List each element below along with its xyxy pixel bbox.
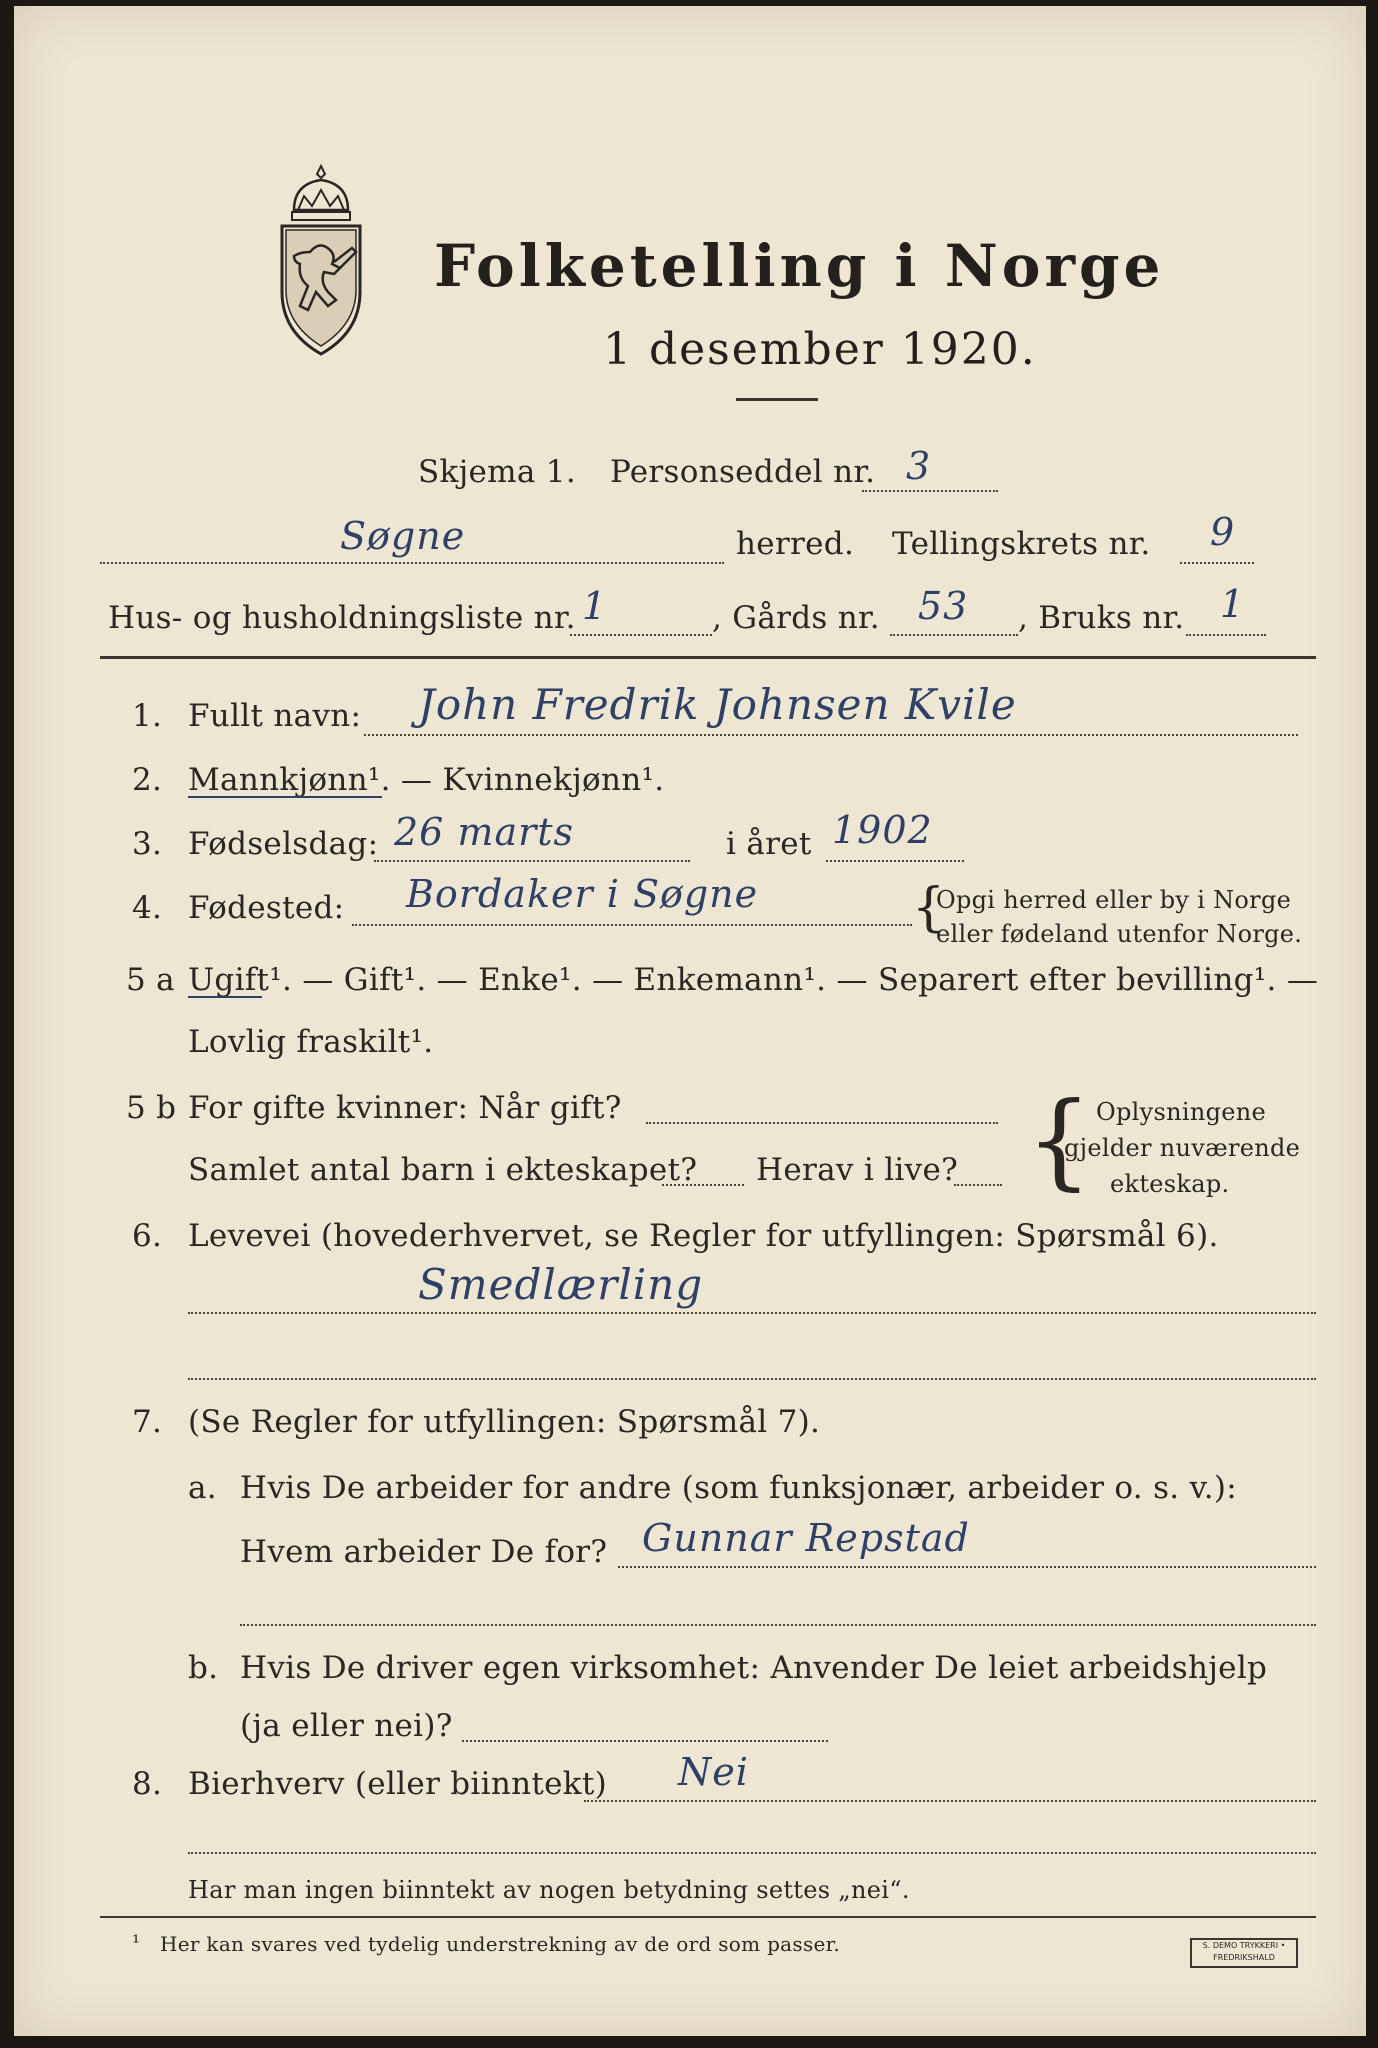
q7a-employer-line — [618, 1566, 1316, 1568]
q4-label: Fødested: — [188, 890, 345, 926]
q4-line — [352, 924, 912, 926]
q3-label: Fødselsdag: — [188, 826, 379, 862]
q2-gender-options: Mannkjønn¹. — Kvinnekjønn¹. — [188, 762, 665, 798]
q8-line — [584, 1800, 1316, 1802]
footer-note: Har man ingen biinntekt av nogen betydning settes „nei“. — [188, 1876, 910, 1904]
q3-year-line — [826, 860, 964, 862]
q1-number: 1. — [132, 698, 163, 734]
bruks-value[interactable]: 1 — [1220, 582, 1246, 626]
q6-number: 6. — [132, 1218, 163, 1254]
tellingskrets-label: Tellingskrets nr. — [892, 526, 1151, 562]
q4-birthplace[interactable]: Bordaker i Søgne — [406, 872, 759, 916]
personseddel-value[interactable]: 3 — [906, 444, 932, 488]
q7b-line2: (ja eller nei)? — [240, 1708, 453, 1744]
q1-label: Fullt navn: — [188, 698, 362, 734]
q2-underline-mannkjonn — [188, 796, 382, 798]
q5b-when-married-line — [646, 1122, 998, 1124]
footnote-text: Her kan svares ved tydelig understrekning av de ord som passer. — [160, 1932, 840, 1956]
personseddel-line — [862, 490, 998, 492]
q3-number: 3. — [132, 826, 163, 862]
printer-stamp: S. DEMO TRYKKERI • FREDRIKSHALD — [1190, 1938, 1298, 1968]
gards-label: , Gårds nr. — [712, 600, 880, 636]
husliste-value[interactable]: 1 — [582, 584, 608, 628]
q7b-letter: b. — [188, 1650, 219, 1686]
q4-note-line2: eller fødeland utenfor Norge. — [936, 920, 1303, 948]
norwegian-lion-shield-icon — [272, 162, 370, 362]
gards-line — [890, 634, 1018, 636]
q7b-answer-line — [462, 1740, 828, 1742]
herred-value[interactable]: Søgne — [340, 514, 466, 558]
title-divider — [736, 398, 818, 401]
q5b-line1: For gifte kvinner: Når gift? — [188, 1090, 622, 1126]
q5b-number: 5 b — [126, 1090, 177, 1126]
q3-birthday[interactable]: 26 marts — [394, 810, 575, 854]
bruks-label: , Bruks nr. — [1018, 600, 1185, 636]
q3-birth-year[interactable]: 1902 — [832, 808, 933, 852]
q5b-children-line — [662, 1184, 744, 1186]
form-title: Folketelling i Norge — [434, 232, 1165, 300]
census-form-page — [14, 6, 1366, 2036]
q8-extra-line — [188, 1852, 1316, 1854]
q3-year-label: i året — [726, 826, 812, 862]
tellingskrets-line — [1180, 562, 1254, 564]
q1-full-name[interactable]: John Fredrik Johnsen Kvile — [418, 680, 1017, 729]
q7a-extra-line — [240, 1624, 1316, 1626]
husliste-label: Hus- og husholdningsliste nr. — [108, 600, 576, 636]
q5a-line2: Lovlig fraskilt¹. — [188, 1024, 434, 1060]
q4-note-brace: { — [912, 878, 946, 938]
q6-label: Levevei (hovederhvervet, se Regler for utfyllingen: Spørsmål 6). — [188, 1218, 1219, 1254]
q5b-note-brace: { — [1026, 1079, 1093, 1201]
q2-number: 2. — [132, 762, 163, 798]
gards-value[interactable]: 53 — [918, 584, 969, 628]
q8-label: Bierhverv (eller biinntekt) — [188, 1766, 608, 1802]
q7a-line2: Hvem arbeider De for? — [240, 1534, 608, 1570]
q5b-note-line1: Oplysningene — [1096, 1098, 1267, 1126]
q5a-number: 5 a — [126, 962, 175, 998]
q5b-note-line3: ekteskap. — [1110, 1170, 1230, 1198]
husliste-line — [570, 634, 712, 636]
q5b-children-label: Samlet antal barn i ekteskapet? — [188, 1152, 698, 1188]
q6-line1 — [188, 1312, 1316, 1314]
q6-occupation[interactable]: Smedlærling — [418, 1260, 704, 1309]
q7b-line1: Hvis De driver egen virksomhet: Anvender De leiet arbeidshjelp — [240, 1650, 1268, 1686]
q6-line2 — [188, 1378, 1316, 1380]
q1-line — [364, 734, 1298, 736]
q5b-alive-line — [954, 1184, 1002, 1186]
q7-number: 7. — [132, 1404, 163, 1440]
q7a-letter: a. — [188, 1470, 217, 1506]
q5a-underline-ugift — [188, 996, 262, 998]
q8-number: 8. — [132, 1766, 163, 1802]
q5a-marital-options: Ugift¹. — Gift¹. — Enke¹. — Enkemann¹. — Separert efter bevilling¹. — — [188, 962, 1319, 998]
q5b-alive-label: Herav i live? — [756, 1152, 959, 1188]
footnote-mark: ¹ — [132, 1930, 141, 1954]
bruks-line — [1186, 634, 1266, 636]
footer-divider — [100, 1916, 1316, 1918]
q5b-note-line2: gjelder nuværende — [1064, 1134, 1301, 1162]
skjema-label: Skjema 1. — [418, 454, 576, 490]
q8-side-income[interactable]: Nei — [678, 1750, 749, 1794]
header-divider — [100, 656, 1316, 659]
q4-number: 4. — [132, 890, 163, 926]
q7a-line1: Hvis De arbeider for andre (som funksjonær, arbeider o. s. v.): — [240, 1470, 1238, 1506]
form-subtitle: 1 desember 1920. — [603, 324, 1037, 375]
q7-label: (Se Regler for utfyllingen: Spørsmål 7). — [188, 1404, 821, 1440]
q3-line — [374, 860, 690, 862]
q4-note-line1: Opgi herred eller by i Norge — [936, 886, 1292, 914]
tellingskrets-value[interactable]: 9 — [1210, 510, 1236, 554]
herred-label: herred. — [736, 526, 855, 562]
herred-line — [100, 562, 724, 564]
personseddel-label: Personseddel nr. — [610, 454, 876, 490]
q7a-employer[interactable]: Gunnar Repstad — [642, 1516, 970, 1560]
